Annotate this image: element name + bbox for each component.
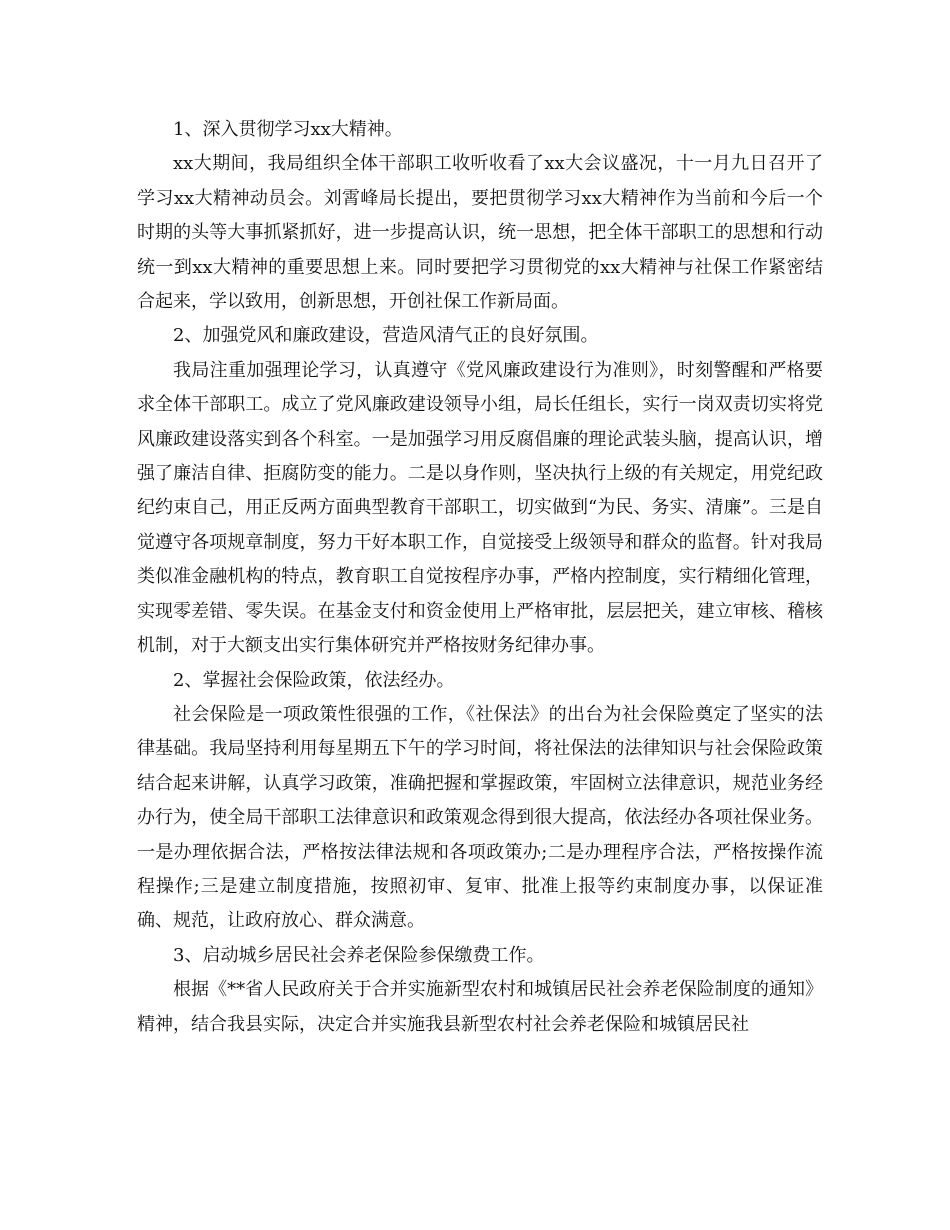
heading-insurance-policy: 2、掌握社会保险政策，依法经办。 [173,669,455,691]
document-body [137,113,823,1042]
heading-party-conduct: 2、加强党风和廉政建设，营造风清气正的良好氛围。 [173,325,599,347]
paragraph-insurance-policy: 社会保险是一项政策性很强的工作，《社保法》的出台为社会保险奠定了坚实的法律基础。我局坚持利用每星期五下午的学习时间，将社保法的法律知识与社会保险政策结合起来讲解，认真学习政策，准确把握和掌握政策，牢固树立法律意识，规范业务经办行为，使全局干部职工法律意识和政策观念得到很大提高，依法经办各项社保业务。一是办理依据合法，严格按法律法规和各项政策办;二是办理程序合法，严格按操作流程操作;三是建立制度措施，按照初审、复审、批准上报等约束制度办事，以保证准确、规范，让政府放心、群众满意。 [137,703,823,932]
heading-study-spirit: 1、深入贯彻学习xx大精神。 [173,119,403,140]
paragraph-pension-insurance: 根据《**省人民政府关于合并实施新型农村和城镇居民社会养老保险制度的通知》精神，结合我县实际，决定合并实施我县新型农村社会养老保险和城镇居民社 [137,979,823,1035]
paragraph-party-conduct: 我局注重加强理论学习，认真遵守《党风廉政建设行为准则》，时刻警醒和严格要求全体干部职工。成立了党风廉政建设领导小组，局长任组长，实行一岗双责切实将党风廉政建设落实到各个科室。一是加强学习用反腐倡廉的理论武装头脑，提高认识，增强了廉洁自律、拒腐防变的能力。二是以身作则，坚决执行上级的有关规定，用党纪政纪约束自己，用正反两方面典型教育干部职工，切实做到“为民、务实、清廉”。三是自觉遵守各项规章制度，努力干好本职工作，自觉接受上级领导和群众的监督。针对我局类似准金融机构的特点，教育职工自觉按程序办事，严格内控制度，实行精细化管理，实现零差错、零失误。在基金支付和资金使用上严格审批，层层把关，建立审核、稽核机制，对于大额支出实行集体研究并严格按财务纪律办事。 [137,359,823,657]
heading-pension-insurance: 3、启动城乡居民社会养老保险参保缴费工作。 [173,944,545,966]
paragraph-study-spirit: xx大期间，我局组织全体干部职工收听收看了xx大会议盛况，十一月九日召开了学习xx大精神动员会。刘霄峰局长提出，要把贯彻学习xx大精神作为当前和今后一个时期的头等大事抓紧抓好，进一步提高认识，统一思想，把全体干部职工的思想和行动统一到xx大精神的重要思想上来。同时要把学习贯彻党的xx大精神与社保工作紧密结合起来，学以致用，创新思想，开创社保工作新局面。 [137,153,823,313]
